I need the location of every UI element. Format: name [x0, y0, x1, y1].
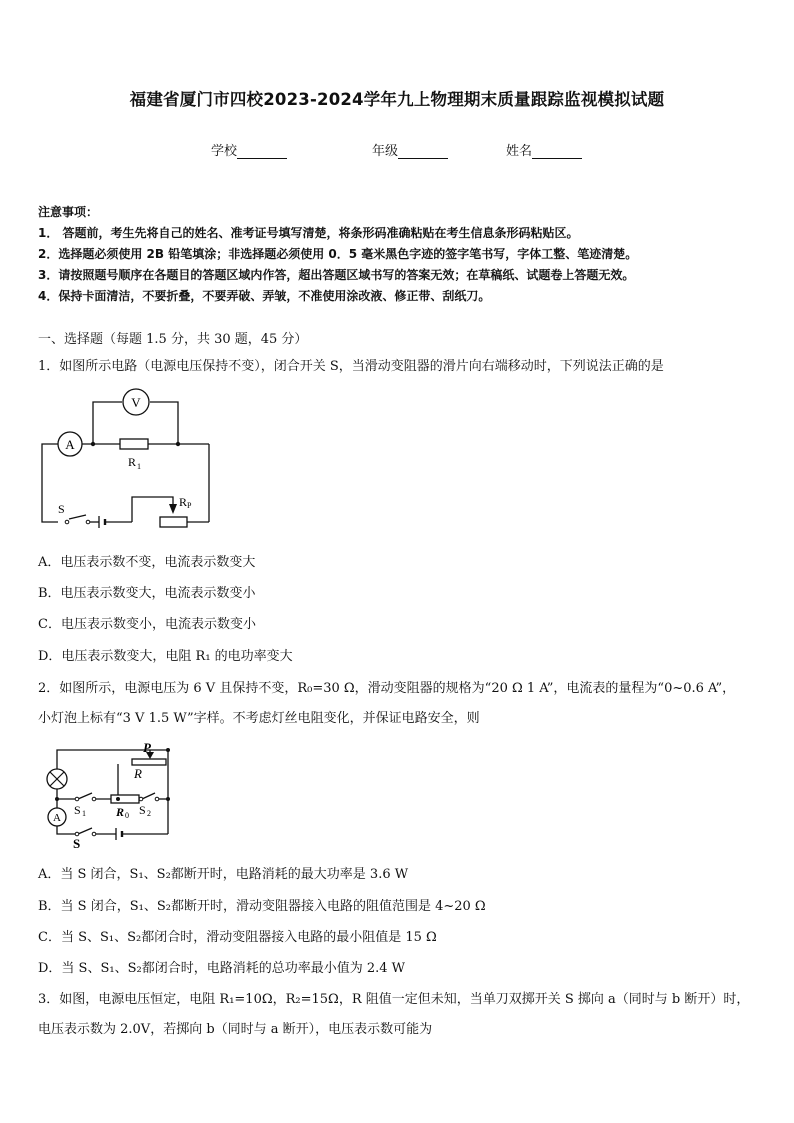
switch-s-label: S [58, 502, 65, 516]
section-heading: 一、选择题（每题 1.5 分，共 30 题，45 分） [38, 332, 308, 347]
q1-option-b[interactable]: B．电压表示数变大，电流表示数变小 [38, 586, 256, 601]
voltmeter-label: V [131, 395, 141, 410]
ammeter-label: A [65, 437, 75, 452]
q2-option-a[interactable]: A．当 S 闭合，S₁、S₂都断开时，电路消耗的最大功率是 3.6 W [38, 867, 409, 882]
s2-label: S [139, 803, 146, 817]
name-blank[interactable] [532, 145, 582, 159]
svg-text:1: 1 [137, 462, 141, 471]
resistor-r1-icon [120, 439, 148, 449]
notice-item: 4．保持卡面清洁，不要折叠，不要弄破、弄皱，不准使用涂改液、修正带、刮纸刀。 [38, 289, 491, 303]
q2-option-d[interactable]: D．当 S、S₁、S₂都闭合时，电路消耗的总功率最小值为 2.4 W [38, 961, 405, 976]
svg-text:2: 2 [147, 809, 151, 818]
notice-heading: 注意事项： [38, 205, 99, 219]
notice-item: 2．选择题必须使用 2B 铅笔填涂；非选择题必须使用 0．5 毫米黑色字迹的签字笔书写，字体工整、笔迹清楚。 [38, 247, 638, 261]
s1-label: S [74, 803, 81, 817]
q2-stem-line-1: 2．如图所示，电源电压为 6 V 且保持不变，R₀=30 Ω，滑动变阻器的规格为“20 Ω 1 A”，电流表的量程为“0~0.6 A”， [38, 681, 736, 696]
page-title: 福建省厦门市四校2023-2024学年九上物理期末质量跟踪监视模拟试题 [129, 90, 665, 109]
lamp-icon [47, 769, 67, 789]
q2-option-b[interactable]: B．当 S 闭合，S₁、S₂都断开时，滑动变阻器接入电路的阻值范围是 4~20 Ω [38, 899, 486, 914]
battery-icon [99, 516, 105, 528]
rp-label: R [179, 495, 188, 509]
battery-icon [116, 828, 122, 840]
q1-stem: 1．如图所示电路（电源电压保持不变），闭合开关 S，当滑动变阻器的滑片向右端移动时，下列说法正确的是 [38, 359, 664, 374]
q3-stem-line-1: 3．如图，电源电压恒定，电阻 R₁=10Ω，R₂=15Ω，R 阻值一定但未知，当单刀双掷开关 S 掷向 a（同时与 b 断开）时， [38, 992, 750, 1007]
grade-field: 年级 [372, 140, 448, 159]
slider-arrow-icon [169, 504, 177, 514]
r1-label: R [128, 455, 137, 469]
name-field: 姓名 [506, 140, 582, 159]
grade-blank[interactable] [398, 145, 448, 159]
svg-text:0: 0 [125, 811, 129, 820]
school-field: 学校 [211, 140, 287, 159]
svg-text:P: P [187, 501, 192, 510]
svg-text:1: 1 [82, 809, 86, 818]
school-blank[interactable] [237, 145, 287, 159]
ammeter-label: A [53, 812, 61, 824]
q1-circuit-diagram [36, 388, 226, 532]
q1-option-c[interactable]: C．电压表示数变小，电流表示数变小 [38, 617, 256, 632]
q2-option-c[interactable]: C．当 S、S₁、S₂都闭合时，滑动变阻器接入电路的最小阻值是 15 Ω [38, 930, 437, 945]
q1-option-d[interactable]: D．电压表示数变大，电阻 R₁ 的电功率变大 [38, 649, 293, 664]
notice-item: 1． 答题前，考生先将自己的姓名、准考证号填写清楚，将条形码准确粘贴在考生信息条形码粘贴区。 [38, 226, 579, 240]
notice-item: 3．请按照题号顺序在各题目的答题区域内作答，超出答题区域书写的答案无效；在草稿纸、试题卷上答题无效。 [38, 268, 635, 282]
q3-stem-line-2: 电压表示数为 2.0V，若掷向 b（同时与 a 断开），电压表示数可能为 [38, 1022, 433, 1037]
p-label: P [143, 740, 151, 755]
switch-s-label: S [73, 836, 81, 850]
resistor-r0-icon [111, 795, 139, 803]
r0-label: R [116, 805, 125, 819]
q2-stem-line-2: 小灯泡上标有“3 V 1.5 W”字样。不考虑灯丝电阻变化，并保证电路安全，则 [38, 711, 480, 726]
rheostat-rp-icon [160, 517, 187, 527]
q2-circuit-diagram [38, 738, 178, 850]
rheostat-r-icon [132, 759, 166, 765]
r-label: R [134, 766, 142, 781]
q1-option-a[interactable]: A．电压表示数不变，电流表示数变大 [38, 555, 256, 570]
